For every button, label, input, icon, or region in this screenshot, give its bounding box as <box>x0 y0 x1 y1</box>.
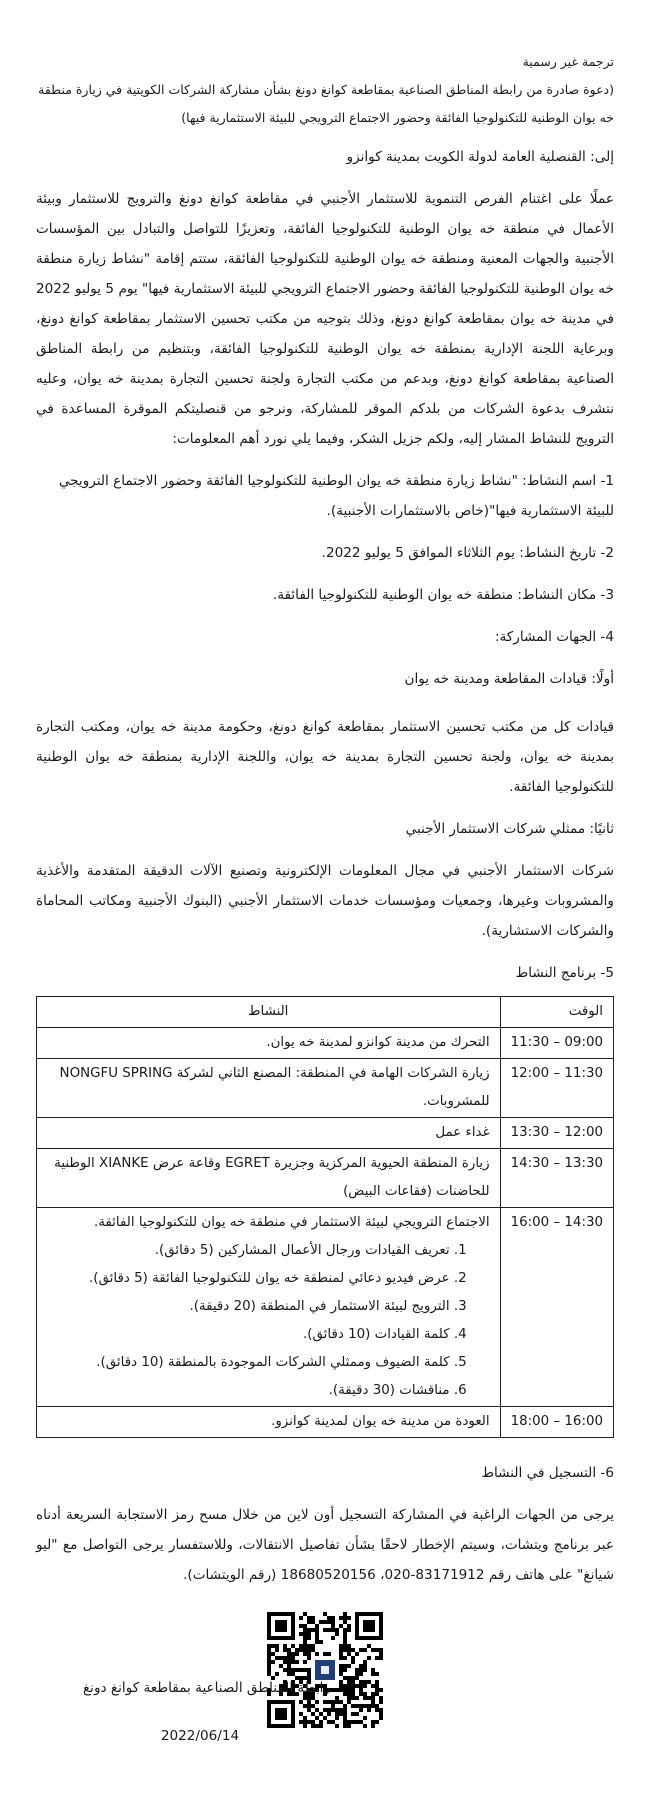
registration-qr-code[interactable] <box>250 1602 400 1738</box>
meeting-title: الاجتماع الترويجي لبيئة الاستثمار في منطقة خه يوان للتكنولوجيا الفائقة. <box>93 1215 490 1230</box>
row-activity: التحرك من مدينة كوانزو لمدينة خه يوان. <box>37 1028 501 1059</box>
registration-heading: 6- التسجيل في النشاط <box>481 1465 614 1481</box>
registration-text: يرجى من الجهات الراغبة في المشاركة التسجيل أون لاين من خلال مسح رمز الاستجابة السريعة أدناه عبر برنامج ويتشات، وسيتم الإخطار لاحقًا بشأن تفاصيل الانتقالات، وللاستفسار يرجى التواصل مع "ليو شيانغ" على هاتف رقم 83171912-020، 18680520156 (رقم الويتشات). <box>36 1507 614 1583</box>
row-activity-meeting <box>37 1208 501 1407</box>
agenda-item: 4. كلمة القيادات (10 دقائق). <box>47 1321 450 1349</box>
program-heading: 5- برنامج النشاط <box>515 965 614 981</box>
table-row <box>37 1208 614 1407</box>
row-time: 11:30 – 12:00 <box>500 1059 613 1118</box>
table-row <box>37 1028 614 1059</box>
meeting-agenda-list <box>47 1237 490 1405</box>
second-group-heading: ثانيًا: ممثلي شركات الاستثمار الأجنبي <box>405 821 614 837</box>
table-header-row <box>37 997 614 1028</box>
schedule-table <box>36 996 614 1438</box>
table-row <box>37 1407 614 1438</box>
table-row <box>37 1118 614 1149</box>
row-time: 12:00 – 13:30 <box>500 1118 613 1149</box>
signature-organization: رابطة المناطق الصناعية بمقاطعة كوانغ دونغ <box>82 1680 330 1696</box>
row-time: 09:00 – 11:30 <box>500 1028 613 1059</box>
first-group-heading: أولًا: قيادات المقاطعة ومدينة خه يوان <box>404 671 614 687</box>
agenda-item: 6. مناقشات (30 دقيقة). <box>47 1377 450 1405</box>
agenda-item: 3. الترويج لبيئة الاستثمار في المنطقة (20 دقيقة). <box>47 1293 450 1321</box>
row-activity: زيارة المنطقة الحيوية المركزية وجزيرة EGRET وقاعة عرض XIANKE الوطنية للحاضنات (فقاعات البيض) <box>37 1149 501 1208</box>
row-activity: زيارة الشركات الهامة في المنطقة: المصنع الثاني لشركة NONGFU SPRING للمشروبات. <box>37 1059 501 1118</box>
row-time: 14:30 – 16:00 <box>500 1208 613 1407</box>
intro-paragraph: عملًا على اغتنام الفرص التنموية للاستثمار الأجنبي في مقاطعة كوانغ دونغ والترويج للاستثمار وبيئة الأعمال في منطقة خه يوان الوطنية للتكنولوجيا الفائقة، وتعزيزًا للتواصل والتبادل بين المؤسسات الأجنبية والجهات المعنية ومنطقة خه يوان الوطنية للتكنولوجيا الفائقة، ستتم إقامة "نشاط زيارة منطقة خه يوان الوطنية للتكنولوجيا الفائقة وحضور الاجتماع الترويجي للبيئة الاستثمارية فيها" يوم 5 يوليو 2022 في مدينة خه يوان بمقاطعة كوانغ دونغ، وذلك بتوجيه من مكتب تحسين الاستثمار بمقاطعة كوانغ دونغ، وبرعاية اللجنة الإدارية بمنطقة خه يوان الوطنية للتكنولوجيا الفائقة، وبتنظيم من رابطة المناطق الصناعية بمقاطعة كوانغ دونغ، وبدعم من مكتب التجارة ولجنة تحسين التجارة بمدينة خه يوان، وعليه نتشرف بدعوة الشركات من بلدكم الموقر للمشاركة، ونرجو من قنصليتكم الموقرة المساعدة في الترويج للنشاط المشار إليه، ولكم جزيل الشكر، وفيما يلي نورد أهم المعلومات: <box>36 191 614 447</box>
activity-name: 1- اسم النشاط: "نشاط زيارة منطقة خه يوان الوطنية للتكنولوجيا الفائقة وحضور الاجتماع الترويجي للبيئة الاستثمارية فيها"(خاص بالاستثمارات الأجنبية). <box>58 473 614 519</box>
agenda-item: 1. تعريف القيادات ورجال الأعمال المشاركين (5 دقائق). <box>47 1237 450 1265</box>
agenda-item: 2. عرض فيديو دعائي لمنطقة خه يوان للتكنولوجيا الفائقة (5 دقائق). <box>47 1265 450 1293</box>
participants-heading: 4- الجهات المشاركة: <box>494 629 614 645</box>
table-row <box>37 1059 614 1118</box>
row-time: 16:00 – 18:00 <box>500 1407 613 1438</box>
second-group-text: شركات الاستثمار الأجنبي في مجال المعلومات الإلكترونية وتصنيع الآلات الدقيقة المتقدمة والأغذية والمشروبات وغيرها، وجمعيات ومؤسسات خدمات الاستثمار الأجنبي (البنوك الأجنبية ومكاتب المحاماة والشركات الاستشارية). <box>36 863 614 939</box>
unofficial-translation-note: ترجمة غير رسمية <box>522 54 614 69</box>
first-group-text: قيادات كل من مكتب تحسين الاستثمار بمقاطعة كوانغ دونغ، وحكومة مدينة خه يوان، ومكتب التجارة بمدينة خه يوان، ولجنة تحسين التجارة بمدينة خه يوان، واللجنة الإدارية بمنطقة خه يوان الوطنية للتكنولوجيا الفائقة. <box>36 719 614 795</box>
activity-date: 2- تاريخ النشاط: يوم الثلاثاء الموافق 5 يوليو 2022. <box>321 545 614 561</box>
signature-date: 2022/06/14 <box>160 1728 240 1744</box>
qr-code-icon <box>250 1602 400 1738</box>
row-activity: غداء عمل <box>37 1118 501 1149</box>
invitation-subject: (دعوة صادرة من رابطة المناطق الصناعية بمقاطعة كوانغ دونغ بشأن مشاركة الشركات الكويتية في زيارة منطقة خه يوان الوطنية للتكنولوجيا الفائقة وحضور الاجتماع الترويجي للبيئة الاستثمارية فيها) <box>38 82 614 125</box>
time-column-header: الوقت <box>500 997 613 1028</box>
agenda-item: 5. كلمة الضيوف وممثلي الشركات الموجودة بالمنطقة (10 دقائق). <box>47 1349 450 1377</box>
recipient-line: إلى: القنصلية العامة لدولة الكويت بمدينة كوانزو <box>346 149 614 165</box>
table-row <box>37 1149 614 1208</box>
row-time: 13:30 – 14:30 <box>500 1149 613 1208</box>
activity-column-header: النشاط <box>37 997 501 1028</box>
row-activity: العودة من مدينة خه يوان لمدينة كوانزو. <box>37 1407 501 1438</box>
activity-place: 3- مكان النشاط: منطقة خه يوان الوطنية للتكنولوجيا الفائقة. <box>272 587 614 603</box>
